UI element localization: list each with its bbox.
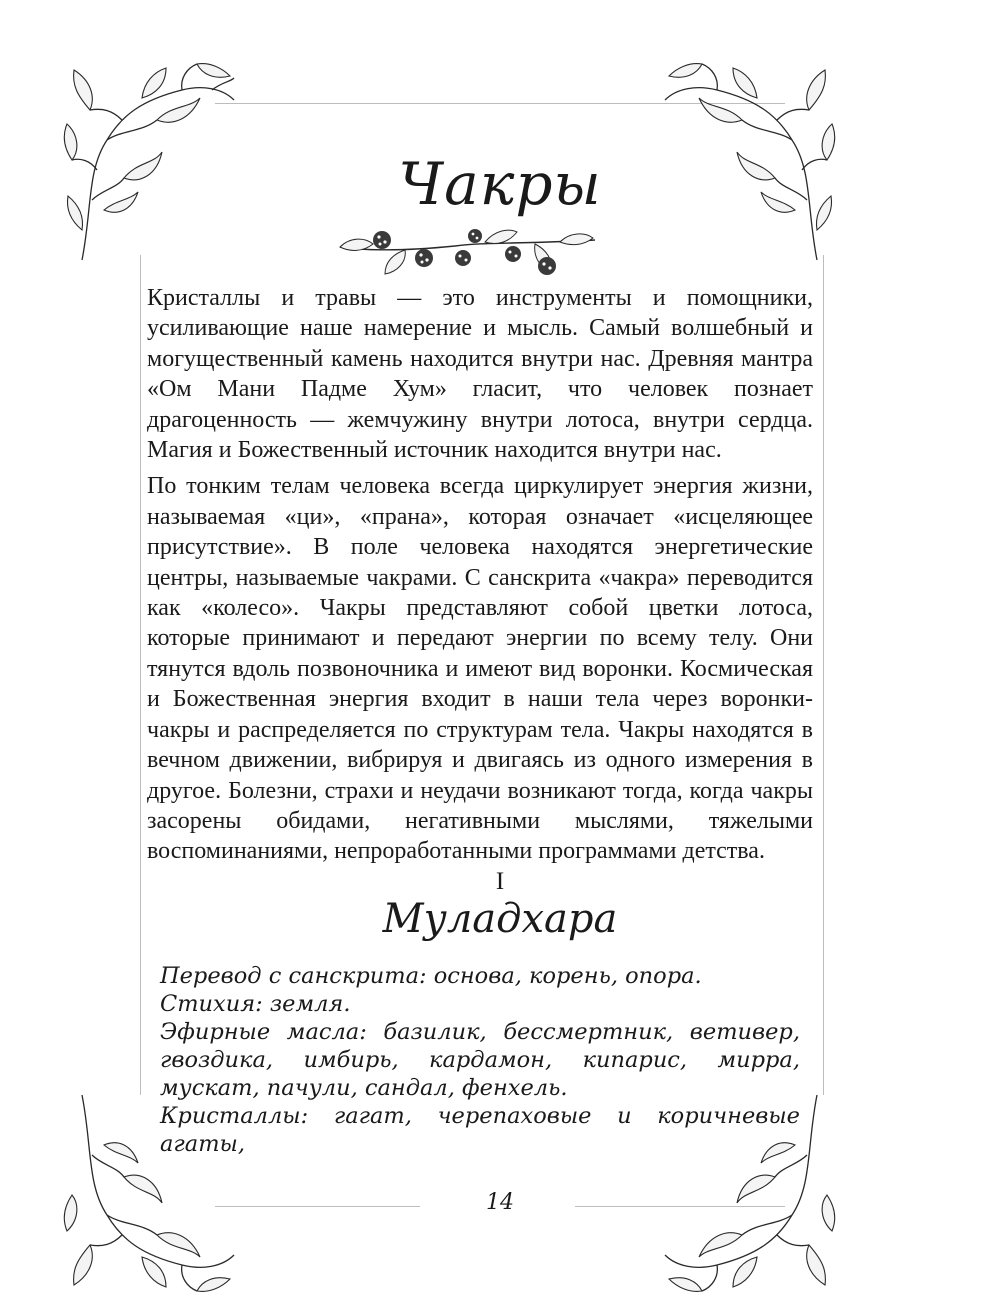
chakra-essential-oils: Эфирные масла: базилик, бессмертник, ветивер, гвоздика, имбирь, кардамон, кипарис, мирра, мускат, пачули, сандал, фенхель. [160,1019,800,1101]
chakra-name: Муладхара [382,896,618,942]
berry-vine-ornament [335,222,600,277]
frame-right-line [823,255,824,1095]
page-title: Чакры [398,150,602,218]
page-number: 14 [486,1190,514,1215]
intro-paragraph: Кристаллы и травы — это инструменты и помощники, усиливающие наше намерение и мысль. Самый волшебный и могущественный камень находится внутри нас. Древняя мантра «Ом Мани Падме Хум» гласит, что человек познает драгоценность — жемчужину внутри лотоса, внутри сердца. Магия и Божественный источник находится внутри нас. [147,285,813,464]
intro-paragraph: По тонким телам человека всегда циркулирует энергия жизни, называемая «ци», «прана», которая означает «исцеляющее присутствие». В поле человека находятся энергетические центры, называемые чакрами. С санскрита «чакра» переводится как «колесо». Чакры представляют собой цветки лотоса, которые принимают и передают энергии по всему телу. Они тянутся вдоль позвоночника и имеют вид воронки. Космическая и Божественная энергия входит в наши тела через воронки-чакры и распределяется по структурам тела. Чакры находятся в вечном движении, вибрируя и двигаясь из одного измерения в другое. Болезни, страхи и неудачи возникают тогда, когда чакры засорены обидами, негативными мыслями, тяжелыми воспоминаниями, непроработанными программами детства. [147,473,813,865]
chakra-element: Стихия: земля. [160,991,351,1017]
frame-left-line [140,255,141,1095]
chakra-crystals: Кристаллы: гагат, черепаховые и коричневые агаты, [160,1103,800,1157]
chakra-number: I [495,868,505,895]
intro-text [147,283,813,873]
chakra-translation: Перевод с санскрита: основа, корень, опора. [160,963,702,989]
chakra-details [160,962,800,1158]
